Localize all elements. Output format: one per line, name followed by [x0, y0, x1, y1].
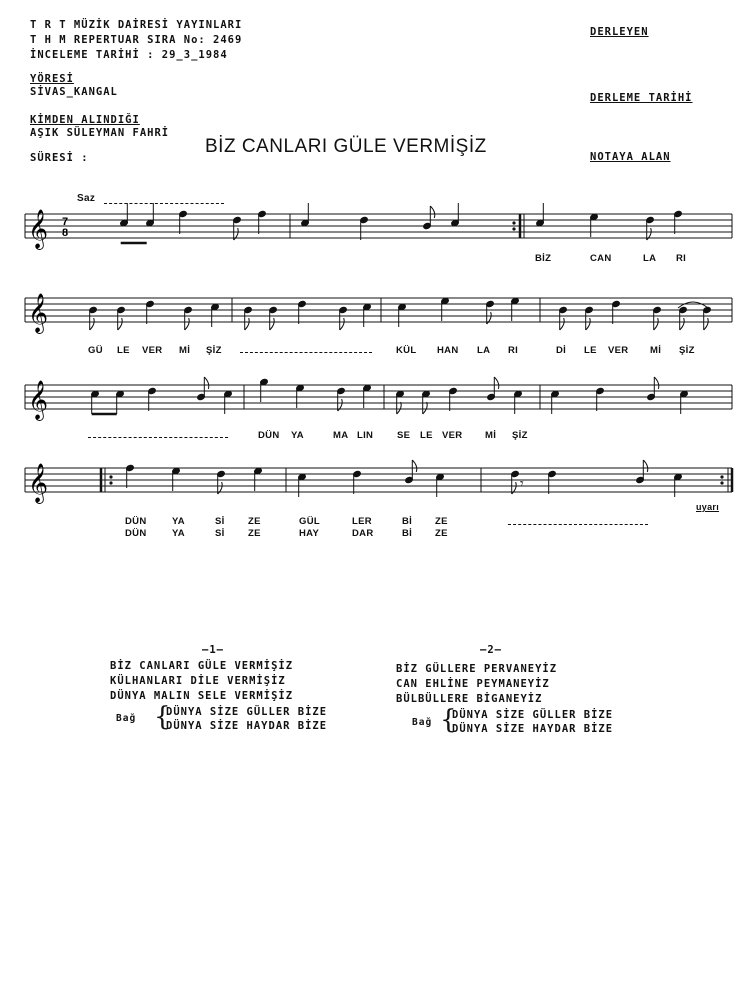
yoresi-value: SİVAS_KANGAL [30, 86, 118, 98]
verse-2-line-2: CAN EHLİNE PEYMANEYİZ [396, 678, 550, 690]
note-flag [245, 318, 250, 330]
staff-4 [0, 456, 750, 516]
verse-2-bag: Bağ [412, 717, 433, 728]
verse-2-line-1: BİZ GÜLLERE PERVANEYİZ [396, 663, 558, 675]
note-flag [560, 318, 565, 330]
verse-2-line-3: BÜLBÜLLERE BİGANEYİZ [396, 693, 543, 705]
kimden-label: KİMDEN ALINDIĞI [30, 114, 140, 126]
verse-1-line-1: BİZ CANLARI GÜLE VERMİŞİZ [110, 660, 294, 672]
notaya-alan-label: NOTAYA ALAN [590, 151, 671, 163]
header-line-1: T R T MÜZİK DAİRESİ YAYINLARI [30, 19, 243, 31]
note-flag [654, 377, 659, 389]
verse-2-brace-icon: { [440, 705, 457, 735]
verse-1-bag-line-1: DÜNYA SİZE GÜLLER BİZE [166, 706, 328, 718]
note-flag [90, 318, 95, 330]
note-flag [412, 460, 417, 472]
header-line-2: T H M REPERTUAR SIRA No: 2469 [30, 34, 243, 46]
rest-icon: 𝄾 [520, 476, 524, 492]
verse-1-line-2: KÜLHANLARI DİLE VERMİŞİZ [110, 675, 286, 687]
note-flag [423, 402, 428, 414]
staff-1 [0, 198, 750, 262]
suresi-label: SÜRESİ : [30, 152, 89, 164]
staff-3 [0, 373, 750, 433]
header-line-3: İNCELEME TARİHİ : 29_3_1984 [30, 49, 228, 61]
note-flag [680, 318, 685, 330]
uyari-label: uyarı [696, 502, 720, 512]
svg-text:7: 7 [62, 216, 69, 228]
note-flag [704, 318, 709, 330]
note-flag [397, 402, 402, 414]
note-flag [643, 460, 648, 472]
verse-1-number: —1— [202, 644, 224, 656]
verse-2-number: —2— [480, 644, 502, 656]
lyrics-dash-4 [508, 524, 648, 525]
note-flag [586, 318, 591, 330]
verse-2-bag-line-2: DÜNYA SİZE HAYDAR BİZE [452, 723, 614, 735]
note-flag [430, 206, 435, 218]
treble-clef-icon: 𝄞 [28, 293, 49, 333]
derleme-tarihi-label: DERLEME TARİHİ [590, 92, 693, 104]
saz-label: Saz [77, 193, 96, 204]
verse-1-line-3: DÜNYA MALIN SELE VERMİŞİZ [110, 690, 294, 702]
note-flag [654, 318, 659, 330]
yoresi-label: YÖRESİ [30, 73, 74, 85]
kimden-value: AŞIK SÜLEYMAN FAHRİ [30, 127, 170, 139]
treble-clef-icon: 𝄞 [28, 209, 49, 249]
note-flag [270, 318, 275, 330]
treble-clef-icon: 𝄞 [28, 463, 49, 503]
treble-clef-icon: 𝄞 [28, 380, 49, 420]
lyrics-dash-2 [240, 352, 372, 353]
note-flag [494, 377, 499, 389]
verse-2-bag-line-1: DÜNYA SİZE GÜLLER BİZE [452, 709, 614, 721]
staff-2 [0, 288, 750, 348]
page-title: BİZ CANLARI GÜLE VERMİŞİZ [205, 136, 487, 157]
verse-1-bag-line-2: DÜNYA SİZE HAYDAR BİZE [166, 720, 328, 732]
verse-1-brace-icon: { [154, 702, 171, 732]
note-flag [185, 318, 190, 330]
svg-text:8: 8 [62, 227, 69, 239]
lyrics-dash-3 [88, 437, 228, 438]
derleyen-label: DERLEYEN [590, 26, 649, 38]
note-flag [118, 318, 123, 330]
note-flag [340, 318, 345, 330]
verse-1-bag: Bağ [116, 713, 137, 724]
note-flag [204, 377, 209, 389]
